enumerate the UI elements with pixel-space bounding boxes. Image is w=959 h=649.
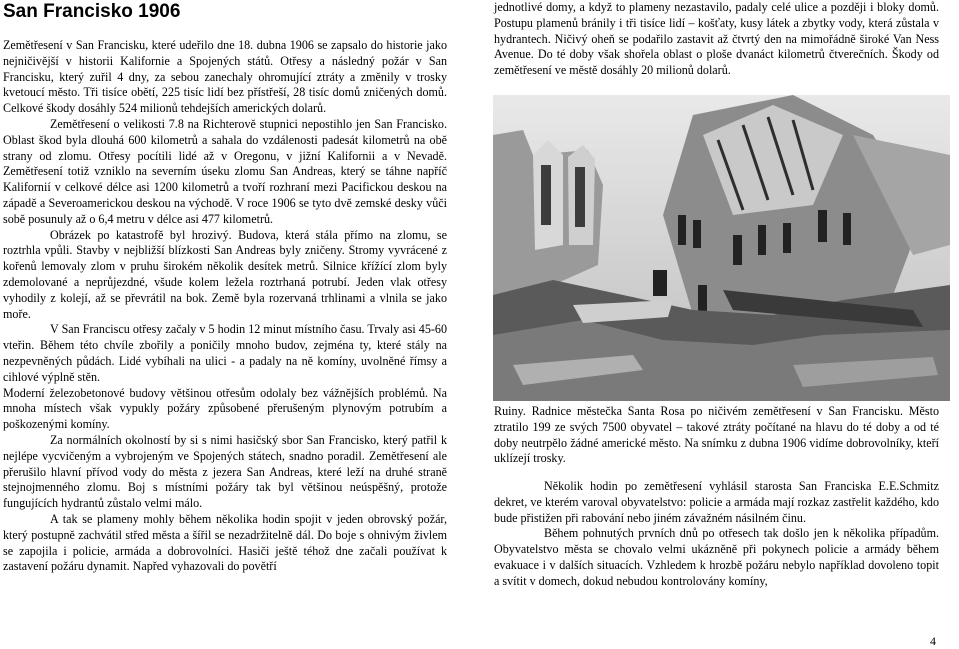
paragraph: Za normálních okolností by si s nimi hasičský sbor San Francisko, který patřil k nejlépe vycvičeným a vybrojeným ve Spojených státech, snadno poradil. Zemětřesení ale přerušilo hlavní přívod vody do města z jezera San Andreas, které leží na druhé straně stejnojmenného zlomu. Boj s místními požáry tak byl většinou neúspěšný, protože fungujících hydrantů zůstalo velmi málo. — [3, 432, 447, 511]
right-column-top — [494, 0, 939, 79]
paragraph: Moderní železobetonové budovy většinou otřesům odolaly bez vážnějších problémů. Na mnoha místech však vypukly požáry způsobené přerušeným plynovým potrubím a poškozenými komíny. — [3, 385, 447, 432]
left-column — [3, 38, 447, 575]
photo-caption — [494, 404, 939, 467]
page-title: San Francisko 1906 — [3, 1, 181, 22]
paragraph: jednotlivé domy, a když to plameny nezastavilo, padaly celé ulice a později i bloky domů. Postupu plamenů bránily i tři tisíce lidí – košťaty, kusy látek a zbytky vody, která zůstala v hydrantech. Ničivý oheň se podařilo zastavit až čtvrtý den na mimořádně široké Van Ness Avenue. Do té doby však shořela oblast o ploše dvanáct kilometrů čtverečních. Škody od zemětřesení ve městě dosáhly 20 milionů dolarů. — [494, 0, 939, 78]
paragraph: Ruiny. Radnice městečka Santa Rosa po ničivém zemětřesení v San Francisku. Město ztratilo 199 ze svých 7500 obyvatel – takové ztráty počítané na hlavu do té doby a od té doby neutrpělo žádné americké město. Na snímku z dubna 1906 vidíme dobrovolníky, kteří uklízejí trosky. — [494, 404, 939, 466]
paragraph: Zemětřesení o velikosti 7.8 na Richterově stupnici nepostihlo jen San Francisko. Oblast škod byla dlouhá 600 kilometrů a sahala do vzdálenosti padesát kilometrů na obě strany od zlomu. Otřesy pocítili lidé až v Oregonu, v jižní Kalifornii a v Nevadě. Zemětřesení totiž vzniklo na severním úseku zlomu San Andreas, který se táhne napříč Kalifornií v celkové délce asi 1200 kilometrů a tvoří rozhraní mezi Pacifickou deskou na západě a Severoamerickou deskou na východě. V roce 1906 se tyto dvě zemské desky vůči sobě posunuly až o 6,4 metru v délce asi 477 kilometrů. — [3, 116, 447, 226]
paragraph: A tak se plameny mohly během několika hodin spojit v jeden obrovský požár, který postupně zachvátil střed města a šířil se nezadržitelně dál. Do boje s ohnivým živlem se zapojila i policie, armáda a dobrovolníci. Hasiči ještě téhož dne začali používat k zastavení požáru dynamit. Napřed vyhazovali do povětří — [3, 511, 447, 574]
page-number: 4 — [930, 634, 936, 648]
paragraph: Během pohnutých prvních dnů po otřesech tak došlo jen k několika případům. Obyvatelstvo města se chovalo velmi ukázněně při pokynech policie a armády během evakuace i v dalších situacích. Vzhledem k hrozbě požáru nebylo například dovoleno topit a svítit v domech, dokud nebudou kontrolovány komíny, — [494, 526, 939, 588]
paragraph: Obrázek po katastrofě byl hrozivý. Budova, která stála přímo na zlomu, se roztrhla vpůli. Stavby v nejbližší blízkosti San Andreas byly zničeny. Stromy vyvrácené z kořenů lemovaly zlom v pruhu širokém několik desítek metrů. Silnice křížící zlom byly zdemolované a neprůjezdné, všude kolem ležela roztrhaná potrubí. Jeden vlak otřesy vyhodily z kolejí, až se převrátil na bok. Země byla rozervaná trhlinami a vlnila se jako moře. — [3, 227, 447, 321]
right-column-bottom — [494, 479, 939, 590]
paragraph: Zemětřesení v San Francisku, které udeřilo dne 18. dubna 1906 se zapsalo do historie jako nejničivější v historii Kalifornie a Spojených států. Otřesy a následný požár v San Francisku, který zuřil 4 dny, za sebou zanechaly ohromující ztráty a změnily v trosky kvetoucí město. Tři tisíce obětí, 225 tisíc lidí bez přístřeší, 28 tisíc domů zničených domů. Celkové škody dosáhly 524 milionů tehdejších amerických dolarů. — [3, 38, 447, 116]
paragraph: Několik hodin po zemětřesení vyhlásil starosta San Franciska E.E.Schmitz dekret, ve kterém varoval obyvatelstvo: policie a armáda mají rozkaz zastřelit každého, kdo bude přistižen při rabování nebo jiném závažném násilném činu. — [494, 479, 939, 525]
paragraph: V San Franciscu otřesy začaly v 5 hodin 12 minut místního času. Trvaly asi 45-60 vteřin. Během této chvíle zbořily a poničily mnoho budov, zejména ty, které stály na nezpevněných půdách. Lidé vybíhali na ulici - a padaly na ně komíny, uvolněné římsy a cihlové výplně stěn. — [3, 322, 447, 384]
ruins-photo — [493, 95, 950, 401]
